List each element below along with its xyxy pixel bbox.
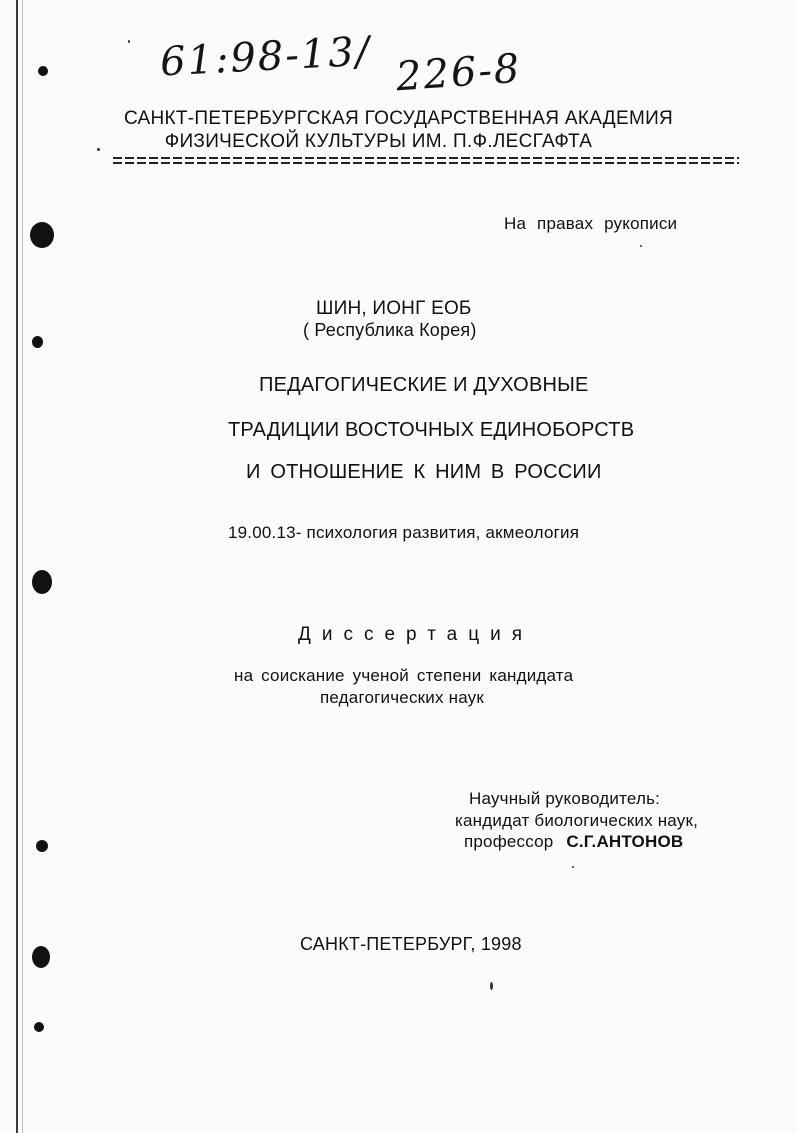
catalog-mark-right: 226-8	[394, 45, 523, 101]
city-year: САНКТ-ПЕТЕРБУРГ, 1998	[300, 934, 522, 954]
catalog-mark-left: 61:98-13/	[158, 28, 373, 86]
binding-edge	[16, 0, 18, 1133]
speck	[640, 245, 642, 247]
punch-hole	[32, 336, 43, 348]
degree-line2: педагогических наук	[320, 688, 484, 707]
header-separator	[113, 156, 739, 166]
speck	[128, 40, 130, 43]
punch-hole	[30, 222, 54, 248]
degree-line1: на соискание ученой степени кандидата	[234, 666, 574, 685]
punch-hole	[34, 1022, 44, 1032]
academy-name-line2: ФИЗИЧЕСКОЙ КУЛЬТУРЫ ИМ. П.Ф.ЛЕСГАФТА	[164, 131, 593, 152]
specialty-code: 19.00.13- психология развития, акмеология	[228, 523, 580, 542]
supervisor-title: профессор	[464, 832, 554, 851]
punch-hole	[36, 840, 48, 852]
work-type: Диссертация	[298, 624, 534, 645]
punch-hole	[32, 946, 50, 968]
punch-hole	[32, 570, 52, 594]
manuscript-note: На правах рукописи	[504, 214, 678, 233]
speck	[490, 982, 493, 990]
supervisor-line3	[464, 832, 683, 852]
binding-edge-shadow	[22, 0, 23, 1133]
author-country: ( Республика Корея)	[303, 320, 477, 340]
supervisor-line1: Научный руководитель:	[469, 789, 661, 808]
supervisor-line2: кандидат биологических наук,	[455, 811, 699, 830]
title-line2: ТРАДИЦИИ ВОСТОЧНЫХ ЕДИНОБОРСТВ	[228, 419, 635, 441]
title-line3: И ОТНОШЕНИЕ К НИМ В РОССИИ	[246, 461, 602, 483]
author-name: ШИН, ИОНГ ЕОБ	[316, 298, 472, 319]
title-line1: ПЕДАГОГИЧЕСКИЕ И ДУХОВНЫЕ	[259, 374, 589, 396]
supervisor-name: С.Г.АНТОНОВ	[566, 832, 684, 851]
academy-name-line1: САНКТ-ПЕТЕРБУРГСКАЯ ГОСУДАРСТВЕННАЯ АКАДЕМИЯ	[123, 108, 674, 129]
speck	[572, 866, 574, 868]
punch-hole	[38, 66, 48, 76]
